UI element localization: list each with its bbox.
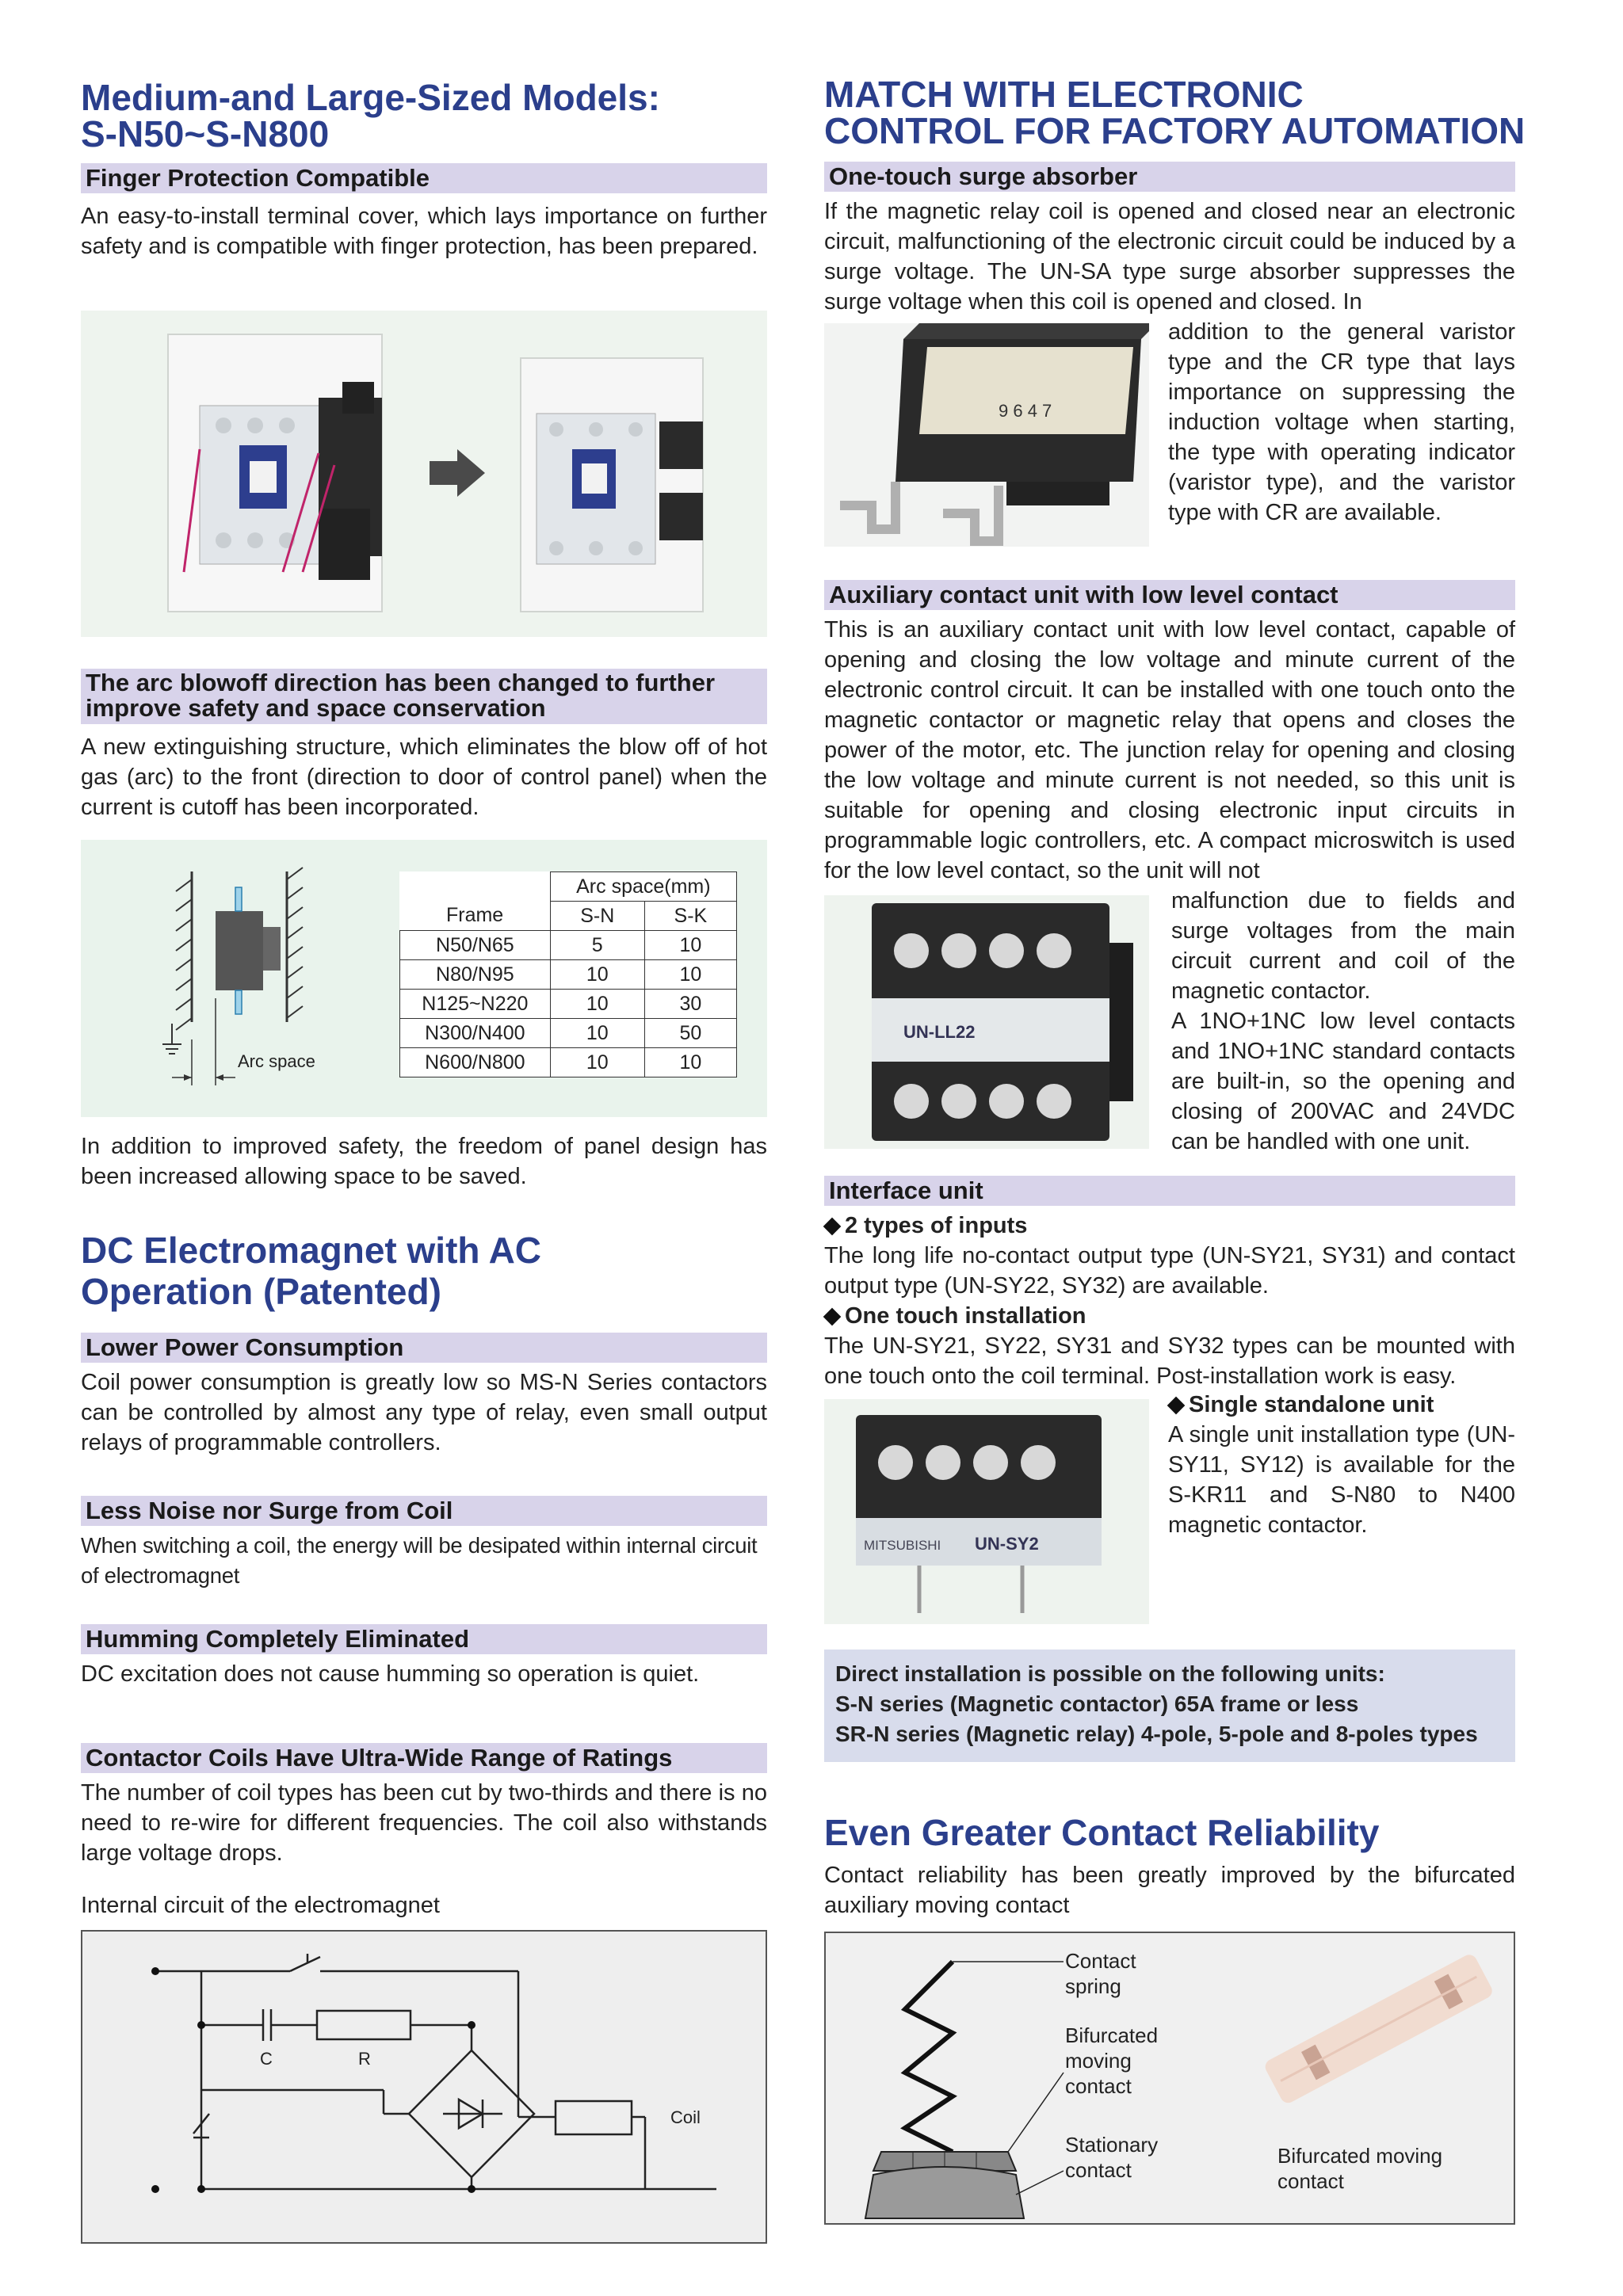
lower-power-text: Coil power consumption is greatly low so MS-N Series contactors can be controlled by almost any type of relay, even small output relays of programmable controllers.: [81, 1370, 767, 1455]
table-cell: N600/N800: [400, 1048, 551, 1077]
note-line-1: Direct installation is possible on the following units:: [835, 1661, 1385, 1686]
table-cell: N300/N400: [400, 1019, 551, 1048]
arc-space-table: [399, 871, 737, 1077]
title-right-line-2: CONTROL FOR FACTORY AUTOMATION: [824, 110, 1526, 151]
table-row: [400, 1019, 737, 1048]
interface-bullet-1-text: The long life no-contact output type (UN-SY21, SY31) and contact output type (UN-SY22, SY32) are available.: [824, 1243, 1515, 1299]
table-row: [400, 990, 737, 1019]
title-line-1: Medium-and Large-Sized Models:: [81, 77, 660, 118]
note-line-2: S-N series (Magnetic contactor) 65A frame or less: [835, 1691, 1359, 1716]
table-row: [400, 1048, 737, 1077]
surge-absorber-text-side: addition to the general varistor type and the CR type that lays importance on suppressing the induction voltage when starting, the type with operating indicator (varistor type), and the varistor type with CR are available.: [1168, 319, 1515, 525]
arc-space-figure: [81, 840, 767, 1117]
title2-line-2: Operation (Patented): [81, 1271, 441, 1312]
heading-aux-contact: Auxiliary contact unit with low level contact: [824, 580, 1515, 610]
table-cell: N50/N65: [400, 931, 551, 960]
resistor-label: R: [358, 2049, 371, 2069]
table-row: [400, 960, 737, 990]
arc-table-col-sk: S-K: [644, 902, 736, 931]
interface-brand: MITSUBISHI: [864, 1538, 941, 1553]
diamond-bullet-icon: [823, 1218, 842, 1236]
label-bifurcated-2: moving: [1065, 2049, 1132, 2073]
heading-interface-unit: Interface unit: [824, 1176, 1515, 1206]
note-line-3: SR-N series (Magnetic relay) 4-pole, 5-pole and 8-poles types: [835, 1722, 1478, 1746]
diamond-bullet-icon: [1167, 1397, 1186, 1415]
section-title-contact-reliability: Even Greater Contact Reliability: [824, 1812, 1380, 1853]
heading-lower-power: Lower Power Consumption: [81, 1333, 767, 1363]
aux-unit-model: UN-LL22: [903, 1022, 976, 1042]
aux-contact-text: This is an auxiliary contact unit with low level contact, capable of opening and closing the low voltage and minute current of the electronic control circuit. It can be installed with one touch onto the magnetic contactor or magnetic relay that opens and closes the power of the motor, etc. The junction relay for opening and closing the low voltage and minute current is not needed, so this unit is suitable for opening and closing electronic input circuits in programmable logic controllers, etc. A compact microswitch is used for the low level contact, so the unit will not: [824, 617, 1515, 883]
humming-text: DC excitation does not cause humming so operation is quiet.: [81, 1661, 700, 1687]
terminal-cover-photo: [81, 311, 767, 637]
table-cell: N80/N95: [400, 960, 551, 990]
arc-blowoff-text: A new extinguishing structure, which eliminates the blow off of hot gas (arc) to the front (direction to door of control panel) when the current is cutoff has been incorporated.: [81, 734, 767, 820]
interface-bullet-3-title: [1168, 1390, 1515, 1420]
title-line-2: S-N50~S-N800: [81, 113, 330, 154]
table-cell: 10: [644, 931, 736, 960]
arc-table-col-sn: S-N: [550, 902, 644, 931]
heading-humming: Humming Completely Eliminated: [81, 1624, 767, 1654]
bullet-title: One touch installation: [845, 1303, 1086, 1329]
table-cell: 10: [550, 1019, 644, 1048]
arc-space-label: Arc space: [238, 1051, 315, 1071]
panel-design-text: In addition to improved safety, the freedom of panel design has been increased allowing space to be saved.: [81, 1134, 767, 1189]
label-photo-2: contact: [1277, 2169, 1344, 2193]
title2-line-1: DC Electromagnet with AC: [81, 1230, 542, 1271]
table-cell: 10: [644, 1048, 736, 1077]
surge-absorber-label: 9 6 4 7: [999, 401, 1052, 421]
table-cell: 5: [550, 931, 644, 960]
table-cell: 10: [644, 960, 736, 990]
page-title-right: [824, 76, 1525, 149]
finger-protection-text: An easy-to-install terminal cover, which lays importance on further safety and is compatible with finger protection, has been prepared.: [81, 204, 767, 259]
capacitor-label: C: [260, 2049, 273, 2069]
title-right-line-1: MATCH WITH ELECTRONIC: [824, 74, 1304, 115]
table-cell: N125~N220: [400, 990, 551, 1019]
bullet-title: Single standalone unit: [1189, 1392, 1434, 1417]
aux-contact-text-side-1: malfunction due to fields and surge voltages from the main circuit current and coil of the magnetic contactor.: [1171, 888, 1515, 1004]
label-photo-1: Bifurcated moving: [1277, 2144, 1443, 2168]
section-title-dc-electromagnet: [81, 1230, 541, 1312]
table-cell: 10: [550, 960, 644, 990]
heading-coil-ratings: Contactor Coils Have Ultra-Wide Range of Ratings: [81, 1743, 767, 1773]
label-stationary-2: contact: [1065, 2158, 1132, 2182]
surge-absorber-photo: [824, 323, 1149, 547]
interface-model: UN-SY2: [975, 1534, 1039, 1554]
label-contact-spring-2: spring: [1065, 1974, 1121, 1998]
label-stationary-1: Stationary: [1065, 2133, 1159, 2157]
label-bifurcated-1: Bifurcated: [1065, 2023, 1159, 2047]
coil-label: Coil: [670, 2107, 701, 2127]
heading-less-noise: Less Noise nor Surge from Coil: [81, 1496, 767, 1526]
less-noise-text: When switching a coil, the energy will be desipated within internal circuit of electromagnet: [81, 1533, 758, 1588]
table-cell: 30: [644, 990, 736, 1019]
arc-table-group-header: Arc space(mm): [550, 872, 736, 902]
circuit-caption: Internal circuit of the electromagnet: [81, 1893, 440, 1918]
interface-bullet-2-title: [824, 1301, 1515, 1331]
aux-contact-unit-photo: [824, 895, 1149, 1149]
electromagnet-circuit-diagram: [81, 1930, 767, 2244]
surge-absorber-text: If the magnetic relay coil is opened and closed near an electronic circuit, malfunctioning of the electronic circuit could be induced by a surge voltage. The UN-SA type surge absorber suppresses the surge voltage when this coil is opened and closed. In: [824, 199, 1515, 315]
interface-bullet-3-text: A single unit installation type (UN-SY11, SY12) is available for the S-KR11 and S-N80 to N400 magnetic contactor.: [1168, 1422, 1515, 1538]
diamond-bullet-icon: [823, 1308, 842, 1326]
heading-surge-absorber: One-touch surge absorber: [824, 162, 1515, 192]
table-cell: 10: [550, 990, 644, 1019]
bifurcated-contact-figure: [824, 1932, 1515, 2225]
coil-ratings-text: The number of coil types has been cut by two-thirds and there is no need to re-wire for different frequencies. The coil also withstands large voltage drops.: [81, 1780, 767, 1866]
page-title-left: [81, 79, 660, 152]
table-cell: 50: [644, 1019, 736, 1048]
direct-installation-note: [824, 1650, 1515, 1762]
contact-reliability-text: Contact reliability has been greatly improved by the bifurcated auxiliary moving contact: [824, 1863, 1515, 1918]
table-row: [400, 931, 737, 960]
arc-table-col-frame: Frame: [400, 902, 551, 931]
interface-bullet-1-title: [824, 1211, 1515, 1241]
heading-finger-protection: Finger Protection Compatible: [81, 163, 767, 193]
label-bifurcated-3: contact: [1065, 2074, 1132, 2098]
aux-contact-text-side-2: A 1NO+1NC low level contacts and 1NO+1NC standard contacts are built-in, so the opening and closing of 200VAC and 24VDC can be handled with one unit.: [1171, 1009, 1515, 1154]
bullet-title: 2 types of inputs: [845, 1213, 1028, 1238]
table-cell: 10: [550, 1048, 644, 1077]
heading-arc-blowoff: The arc blowoff direction has been changed to further improve safety and space conservation: [81, 669, 767, 724]
label-contact-spring-1: Contact: [1065, 1949, 1136, 1973]
interface-unit-photo: [824, 1399, 1149, 1624]
interface-bullet-2-text: The UN-SY21, SY22, SY31 and SY32 types can be mounted with one touch onto the coil terminal. Post-installation work is easy.: [824, 1333, 1515, 1389]
